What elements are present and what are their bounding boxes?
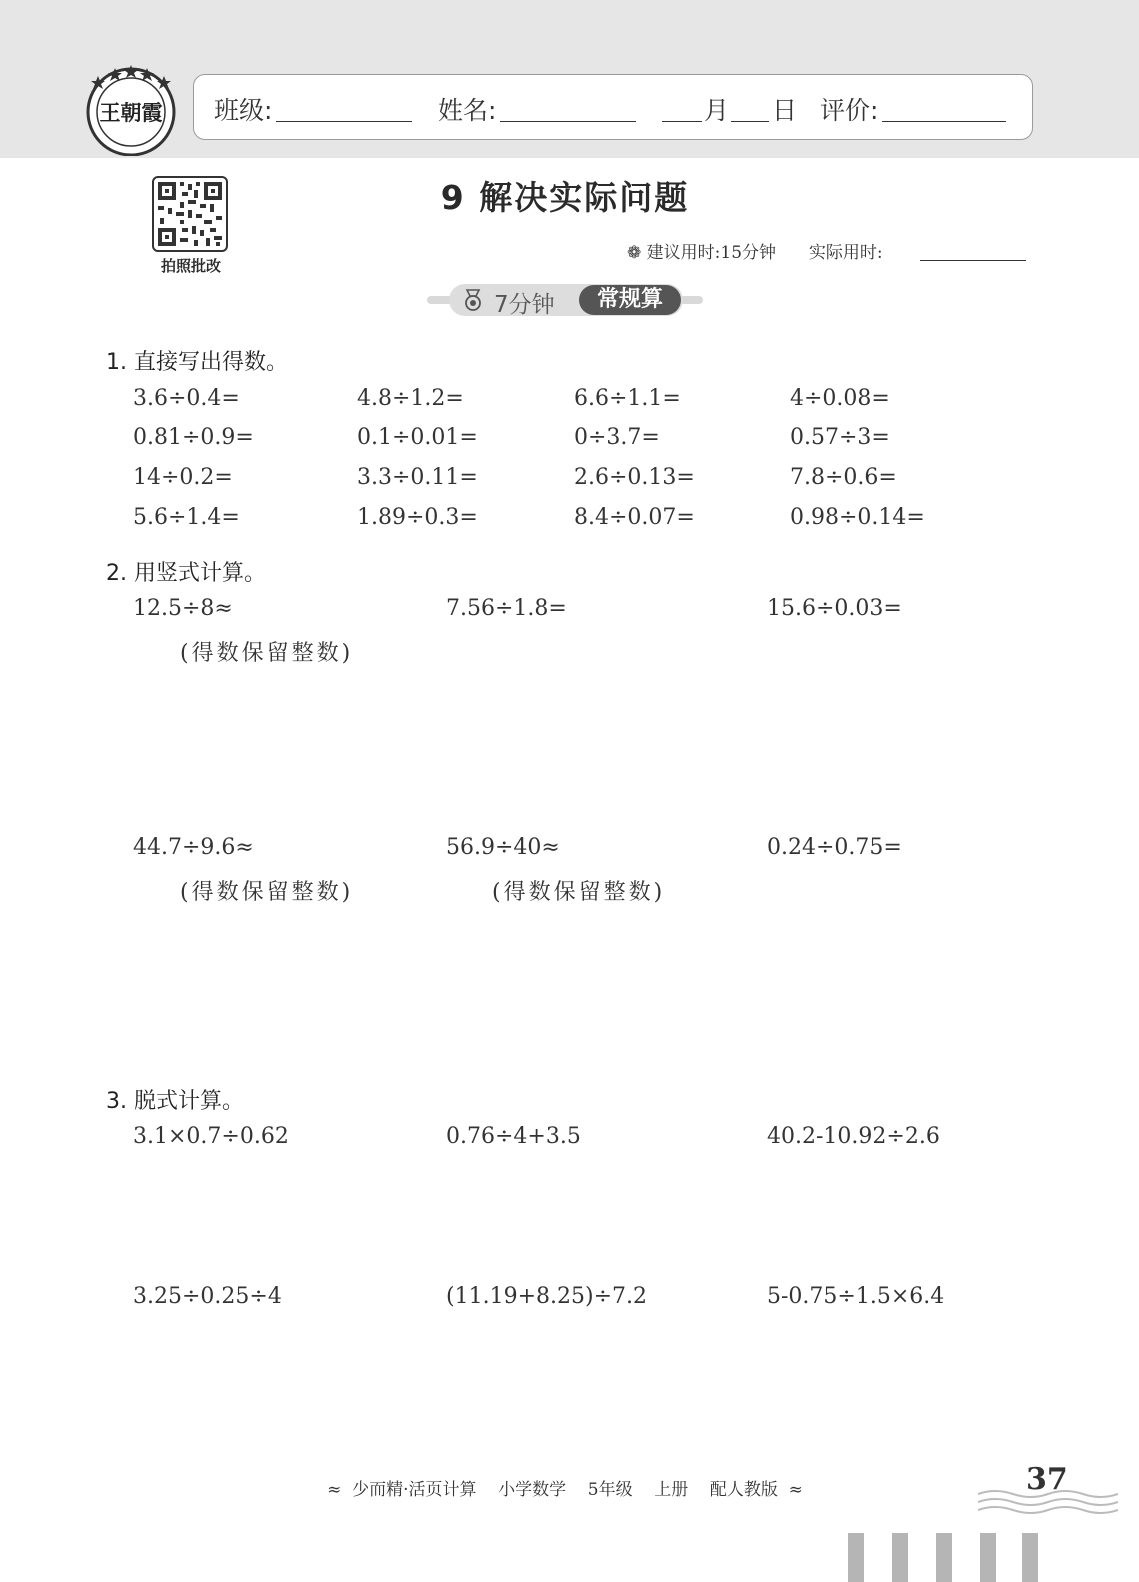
- logo-seal: [84, 62, 178, 156]
- q1-item: 7.8÷0.6=: [790, 465, 897, 490]
- logo-text: 王朝霞: [99, 100, 163, 125]
- q3-item: 40.2-10.92÷2.6: [767, 1124, 940, 1149]
- rounding-note: (得数保留整数): [180, 641, 354, 666]
- q3-item: 3.25÷0.25÷4: [133, 1284, 282, 1309]
- q3-heading: 3. 脱式计算。: [106, 1089, 244, 1114]
- q1-item: 4÷0.08=: [790, 386, 890, 411]
- q1-item: 0.1÷0.01=: [357, 425, 478, 450]
- badge-tag: 常规算: [579, 285, 681, 315]
- q1-item: 0.81÷0.9=: [133, 425, 254, 450]
- rounding-note: (得数保留整数): [492, 880, 666, 905]
- q1-item: 3.3÷0.11=: [357, 465, 478, 490]
- qr-code[interactable]: [152, 176, 228, 252]
- actual-time-label: 实际用时:: [808, 243, 883, 263]
- actual-time-blank[interactable]: [920, 260, 1026, 261]
- q2-item: 44.7÷9.6≈: [133, 835, 254, 860]
- q3-item: (11.19+8.25)÷7.2: [446, 1284, 647, 1309]
- rating-label: 评价:: [820, 96, 879, 125]
- q1-item: 1.89÷0.3=: [357, 505, 478, 530]
- q1-item: 5.6÷1.4=: [133, 505, 240, 530]
- class-label: 班级:: [214, 96, 273, 125]
- q2-item: 7.56÷1.8=: [446, 596, 567, 621]
- q2-item: 15.6÷0.03=: [767, 596, 902, 621]
- wave-decoration: [978, 1484, 1118, 1518]
- q2-item: 56.9÷40≈: [446, 835, 560, 860]
- q2-item: 12.5÷8≈: [133, 596, 233, 621]
- month-label: 月: [704, 96, 730, 125]
- q1-item: 0÷3.7=: [574, 425, 660, 450]
- q1-item: 8.4÷0.07=: [574, 505, 695, 530]
- q2-heading: 2. 用竖式计算。: [106, 561, 266, 586]
- name-label: 姓名:: [438, 96, 497, 125]
- day-blank[interactable]: [731, 121, 769, 122]
- q1-item: 3.6÷0.4=: [133, 386, 240, 411]
- footer-text: ≈ 少而精·活页计算 小学数学 5年级 上册 配人教版 ≈: [327, 1480, 803, 1500]
- q1-item: 4.8÷1.2=: [357, 386, 464, 411]
- q1-item: 14÷0.2=: [133, 465, 233, 490]
- qr-caption: 拍照批改: [160, 257, 221, 275]
- q1-item: 0.98÷0.14=: [790, 505, 925, 530]
- student-info-box: [193, 74, 1033, 140]
- q3-item: 5-0.75÷1.5×6.4: [767, 1284, 945, 1309]
- month-blank[interactable]: [662, 121, 702, 122]
- day-label: 日: [772, 96, 798, 125]
- page-title: 9 解决实际问题: [440, 178, 690, 217]
- thumb-tab-bars: [848, 1533, 1038, 1582]
- name-blank[interactable]: [500, 121, 636, 122]
- badge-time: 7分钟: [494, 292, 555, 318]
- q3-item: 0.76÷4+3.5: [446, 1124, 581, 1149]
- suggested-time: 建议用时:15分钟: [646, 243, 777, 263]
- rounding-note: (得数保留整数): [180, 880, 354, 905]
- q1-item: 6.6÷1.1=: [574, 386, 681, 411]
- page-number: 37: [1026, 1462, 1068, 1497]
- flower-icon: ❁: [627, 243, 647, 263]
- medal-icon: [462, 288, 484, 312]
- class-blank[interactable]: [276, 121, 412, 122]
- q3-item: 3.1×0.7÷0.62: [133, 1124, 289, 1149]
- q1-heading: 1. 直接写出得数。: [106, 350, 288, 375]
- q1-item: 2.6÷0.13=: [574, 465, 695, 490]
- q1-item: 0.57÷3=: [790, 425, 890, 450]
- rating-blank[interactable]: [882, 121, 1006, 122]
- q2-item: 0.24÷0.75=: [767, 835, 902, 860]
- timing-row: [627, 238, 883, 263]
